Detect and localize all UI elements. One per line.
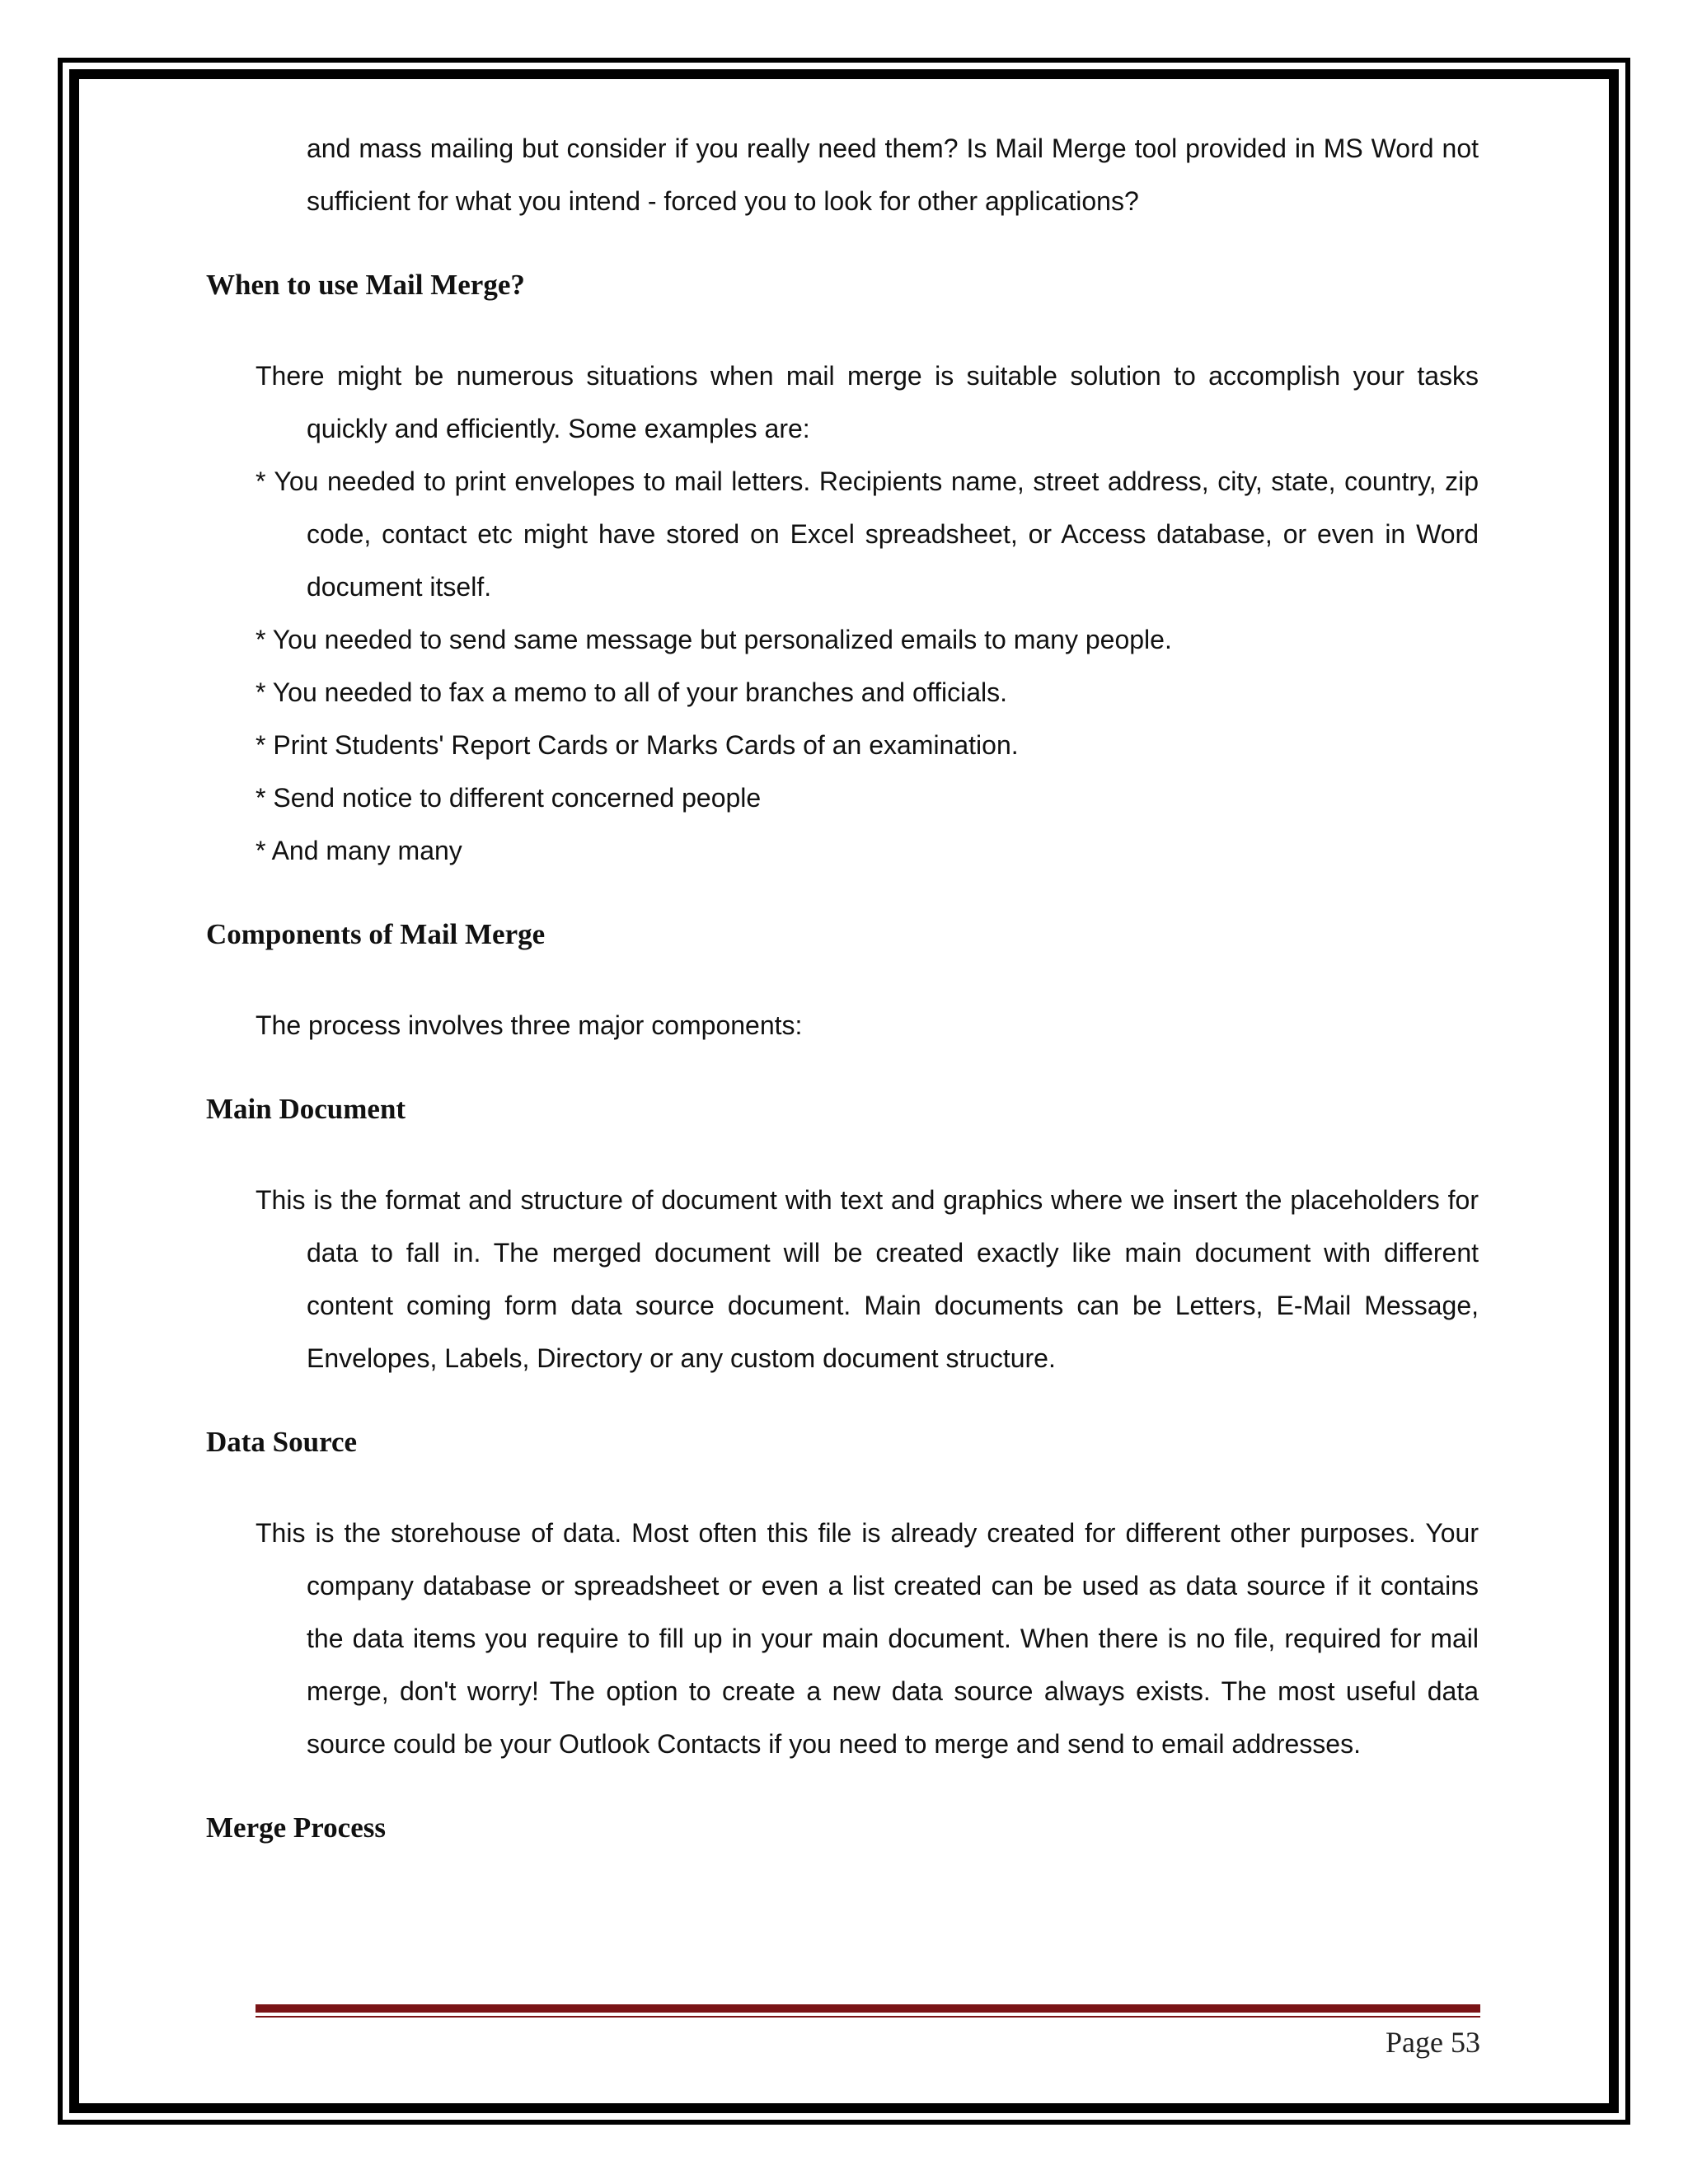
page-number: Page 53 — [1386, 2026, 1480, 2059]
components-intro: The process involves three major components: — [256, 1010, 803, 1040]
list-item: * You needed to fax a memo to all of your branches and officials. — [256, 677, 1007, 707]
footer-rule-thin — [256, 2016, 1480, 2018]
heading-when-to-use: When to use Mail Merge? — [206, 269, 525, 301]
list-item: * Send notice to different concerned people — [256, 783, 762, 813]
heading-components: Components of Mail Merge — [206, 918, 546, 950]
data-source-body — [256, 1507, 1479, 1770]
when-to-use-body — [256, 349, 1479, 877]
heading-data-source: Data Source — [206, 1426, 358, 1458]
list-item: * Print Students' Report Cards or Marks Cards of an examination. — [256, 730, 1019, 760]
page-content — [206, 122, 1479, 1848]
list-item: * You needed to print envelopes to mail letters. Recipients name, street address, city, state, country, zip code, contact etc might have stored on Excel spreadsheet, or Access database, or even in Word document itself. — [256, 466, 1479, 602]
heading-main-document: Main Document — [206, 1093, 406, 1125]
list-item: * And many many — [256, 836, 462, 865]
when-to-use-intro: There might be numerous situations when mail merge is suitable solution to accomplish your tasks quickly and efficiently. Some examples are: — [256, 361, 1479, 443]
components-body — [256, 999, 1479, 1052]
footer-rule-thick — [256, 2004, 1480, 2013]
data-source-paragraph: This is the storehouse of data. Most often this file is already created for different other purposes. Your company database or spreadsheet or even a list created can be used as data source if it contains the data items you require to fill up in your main document. When there is no file, required for mail merge, don't worry! The option to create a new data source always exists. The most useful data source could be your Outlook Contacts if you need to merge and send to email addresses. — [256, 1518, 1479, 1759]
continuation-paragraph: and mass mailing but consider if you really need them? Is Mail Merge tool provided in MS Word not sufficient for what you intend - forced you to look for other applications? — [307, 134, 1479, 216]
main-document-paragraph: This is the format and structure of document with text and graphics where we insert the placeholders for data to fall in. The merged document will be created exactly like main document with different content coming form data source document. Main documents can be Letters, E-Mail Message, Envelopes, Labels, Directory or any custom document structure. — [256, 1185, 1479, 1373]
list-item: * You needed to send same message but personalized emails to many people. — [256, 625, 1172, 654]
heading-merge-process: Merge Process — [206, 1811, 386, 1844]
main-document-body — [256, 1174, 1479, 1385]
